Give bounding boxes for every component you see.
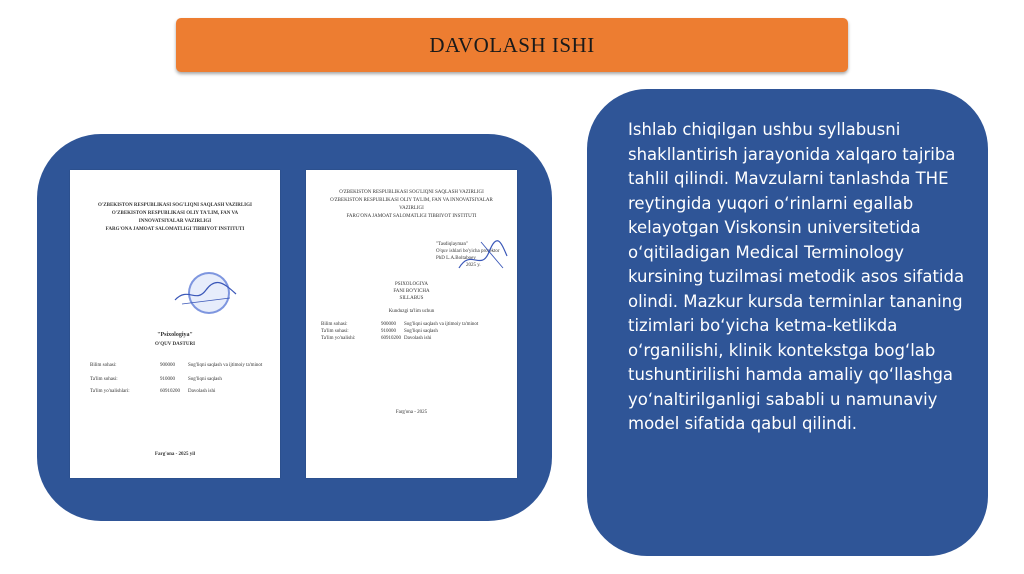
doc1-field-value: Davolash ishi	[188, 389, 216, 394]
doc1-field-label: Ta'lim sohasi:	[90, 377, 118, 382]
doc2-ministry-line: O'ZBEKISTON RESPUBLIKASI SOG'LIQNI SAQLASH VAZIRLIGI	[339, 190, 484, 195]
doc2-approval-line: O'quv ishlari bo'yicha prorektor	[436, 249, 500, 254]
doc1-ministry-line: FARG'ONA JAMOAT SALOMATLIGI TIBBIYOT INSTITUTI	[105, 227, 245, 232]
doc2-field-code: 900000	[381, 322, 396, 327]
doc2-approval-line: 2025 y.	[466, 263, 481, 268]
doc1-field-label: Bilim sohasi:	[90, 363, 117, 368]
doc2-title-line: FANI BO'YICHA	[393, 289, 430, 294]
doc2-field-code: 60910200	[381, 336, 401, 341]
doc2-field-label: Ta'lim sohasi:	[321, 329, 349, 334]
doc1-field-code: 910000	[160, 377, 175, 382]
doc2-ministry-line: O'ZBEKISTON RESPUBLIKASI OLIY TA'LIM, FAN VA INNOVATSIYALAR	[330, 198, 493, 203]
doc1-subject: "Psixologiya"	[157, 332, 193, 338]
signature-icon	[451, 238, 511, 278]
doc2-approval-line: "Tasdiqlayman"	[436, 242, 469, 247]
doc2-subtitle: Kunduzgi ta'lim uchun	[388, 309, 435, 314]
doc2-field-value: Sog'liqni saqlash va ijtimoiy ta'minot	[404, 322, 479, 327]
syllabus-document-image	[306, 170, 517, 478]
doc2-title-line: PSIXOLOGIYA	[394, 282, 429, 287]
doc1-field-code: 60910200	[160, 389, 180, 394]
doc2-field-label: Ta'lim yo'nalishi:	[321, 336, 356, 341]
doc1-ministry-line: O'ZBEKISTON RESPUBLIKASI SOG'LIQNI SAQLASH VAZIRLIGI	[98, 203, 252, 208]
slide-title: DAVOLASH ISHI	[429, 32, 595, 57]
title-banner	[176, 18, 848, 72]
doc1-field-value: Sog'liqni saqlash va ijtimoiy ta'minot	[188, 363, 263, 368]
doc2-field-code: 910000	[381, 329, 396, 334]
doc2-field-value: Davolash ishi	[404, 336, 432, 341]
doc2-footer: Farg'ona - 2025	[395, 410, 428, 415]
doc1-ministry-line: O'ZBEKISTON RESPUBLIKASI OLIY TA'LIM, FAN VA	[111, 211, 239, 216]
doc1-field-value: Sog'liqni saqlash	[188, 377, 222, 382]
doc1-doc-type: O'QUV DASTURI	[154, 342, 196, 347]
doc2-ministry-line: FARG'ONA JAMOAT SALOMATLIGI TIBBIYOT INSTITUTI	[346, 214, 477, 219]
doc2-field-value: Sog'liqni saqlash	[404, 329, 438, 334]
doc2-title-line: SILLABUS	[399, 296, 424, 301]
doc2-approval-line: PhD L.A.Boltaboev	[436, 256, 476, 261]
doc1-field-code: 900000	[160, 363, 175, 368]
doc2-field-label: Bilim sohasi:	[321, 322, 348, 327]
doc1-footer: Farg'ona - 2025 yil	[154, 452, 196, 457]
curriculum-document-image	[70, 170, 280, 478]
description-text: Ishlab chiqilgan ushbu syllabusni shakllantirish jarayonida xalqaro tajriba tahlil qilindi. Mavzularni tanlashda THE reytingida yuqori o‘rinlarni egallab kelayotgan Viskonsin universitetida o‘qitiladigan Medical Terminology kursining tuzilmasi metodik asos sifatida olindi. Mazkur kursda terminlar tananing tizimlari bo‘yicha ketma-ketlikda o‘rganilishi, klinik kontekstga bog‘lab tushuntirilishi hamda amaliy qo‘llashga yo‘naltirilganligi sababli u namunaviy model sifatida qabul qilindi.	[628, 120, 965, 433]
doc2-ministry-line: VAZIRLIGI	[399, 206, 424, 211]
signature-icon	[170, 278, 240, 308]
doc1-field-label: Ta'lim yo'nalishlari:	[90, 389, 130, 394]
doc1-ministry-line: INNOVATSIYALAR VAZIRLIGI	[138, 219, 212, 224]
